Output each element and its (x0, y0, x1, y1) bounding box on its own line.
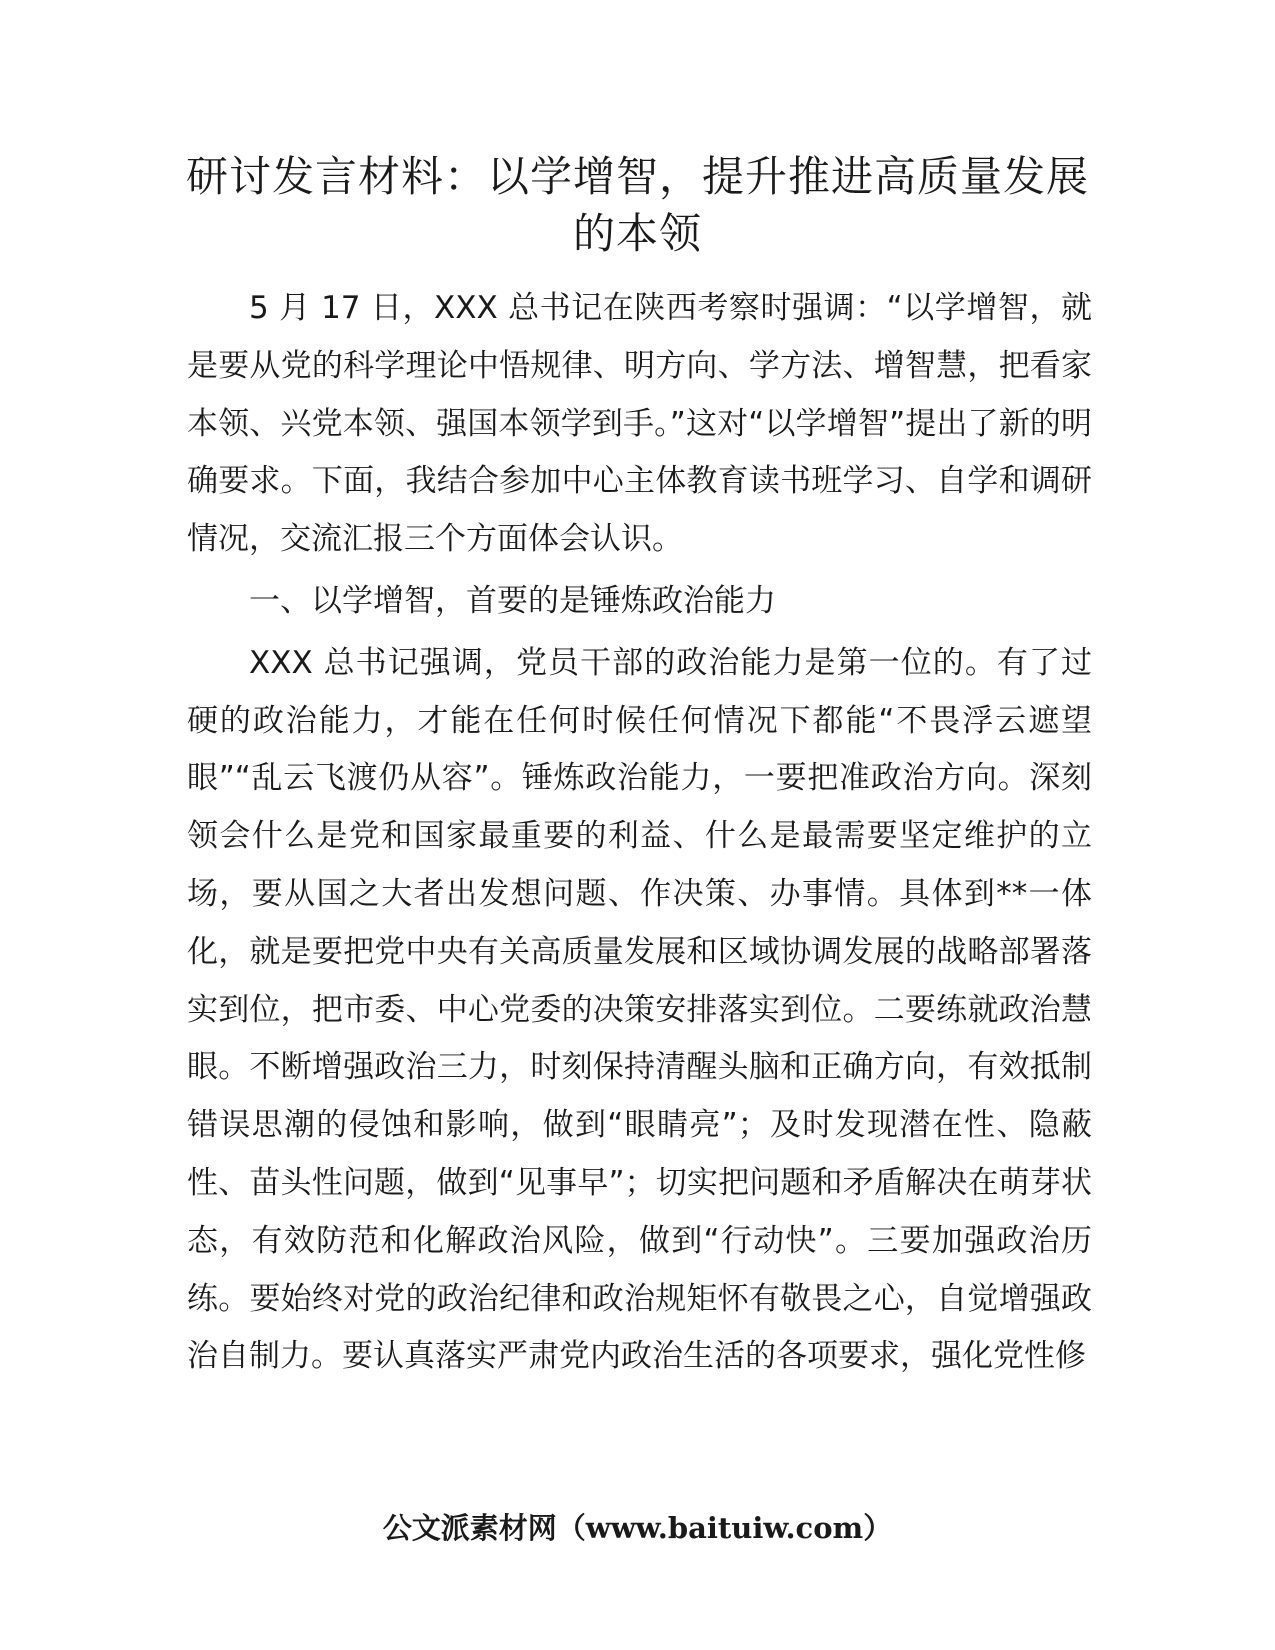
document-title: 研讨发言材料：以学增智，提升推进高质量发展的本领 (185, 152, 1089, 258)
page-footer-watermark: 公文派素材网（www.baituiw.com） (382, 1511, 893, 1545)
document-body (187, 280, 1092, 1386)
paragraph-intro: 5 月 17 日，XXX 总书记在陕西考察时强调：“以学增智，就是要从党的科学理论中悟规律、明方向、学方法、增智慧，把看家本领、兴党本领、强国本领学到手。”这对“以学增智”提出了新的明确要求。下面，我结合参加中心主体教育读书班学习、自学和调研情况，交流汇报三个方面体会认识。 (187, 290, 1092, 558)
section-heading-1: 一、以学增智，首要的是锤炼政治能力 (249, 582, 776, 619)
paragraph-political-ability: XXX 总书记强调，党员干部的政治能力是第一位的。有了过硬的政治能力，才能在任何时候任何情况下都能“不畏浮云遮望眼”“乱云飞渡仍从容”。锤炼政治能力，一要把准政治方向。深刻领会什么是党和国家最重要的利益、什么是最需要坚定维护的立场，要从国之大者出发想问题、作决策、办事情。具体到**一体化，就是要把党中央有关高质量发展和区域协调发展的战略部署落实到位，把市委、中心党委的决策安排落实到位。二要练就政治慧眼。不断增强政治三力，时刻保持清醒头脑和正确方向，有效抵制错误思潮的侵蚀和影响，做到“眼睛亮”；及时发现潜在性、隐蔽性、苗头性问题，做到“见事早”；切实把问题和矛盾解决在萌芽状态，有效防范和化解政治风险，做到“行动快”。三要加强政治历练。要始终对党的政治纪律和政治规矩怀有敬畏之心，自觉增强政治自制力。要认真落实严肃党内政治生活的各项要求，强化党性修 (187, 644, 1092, 1375)
